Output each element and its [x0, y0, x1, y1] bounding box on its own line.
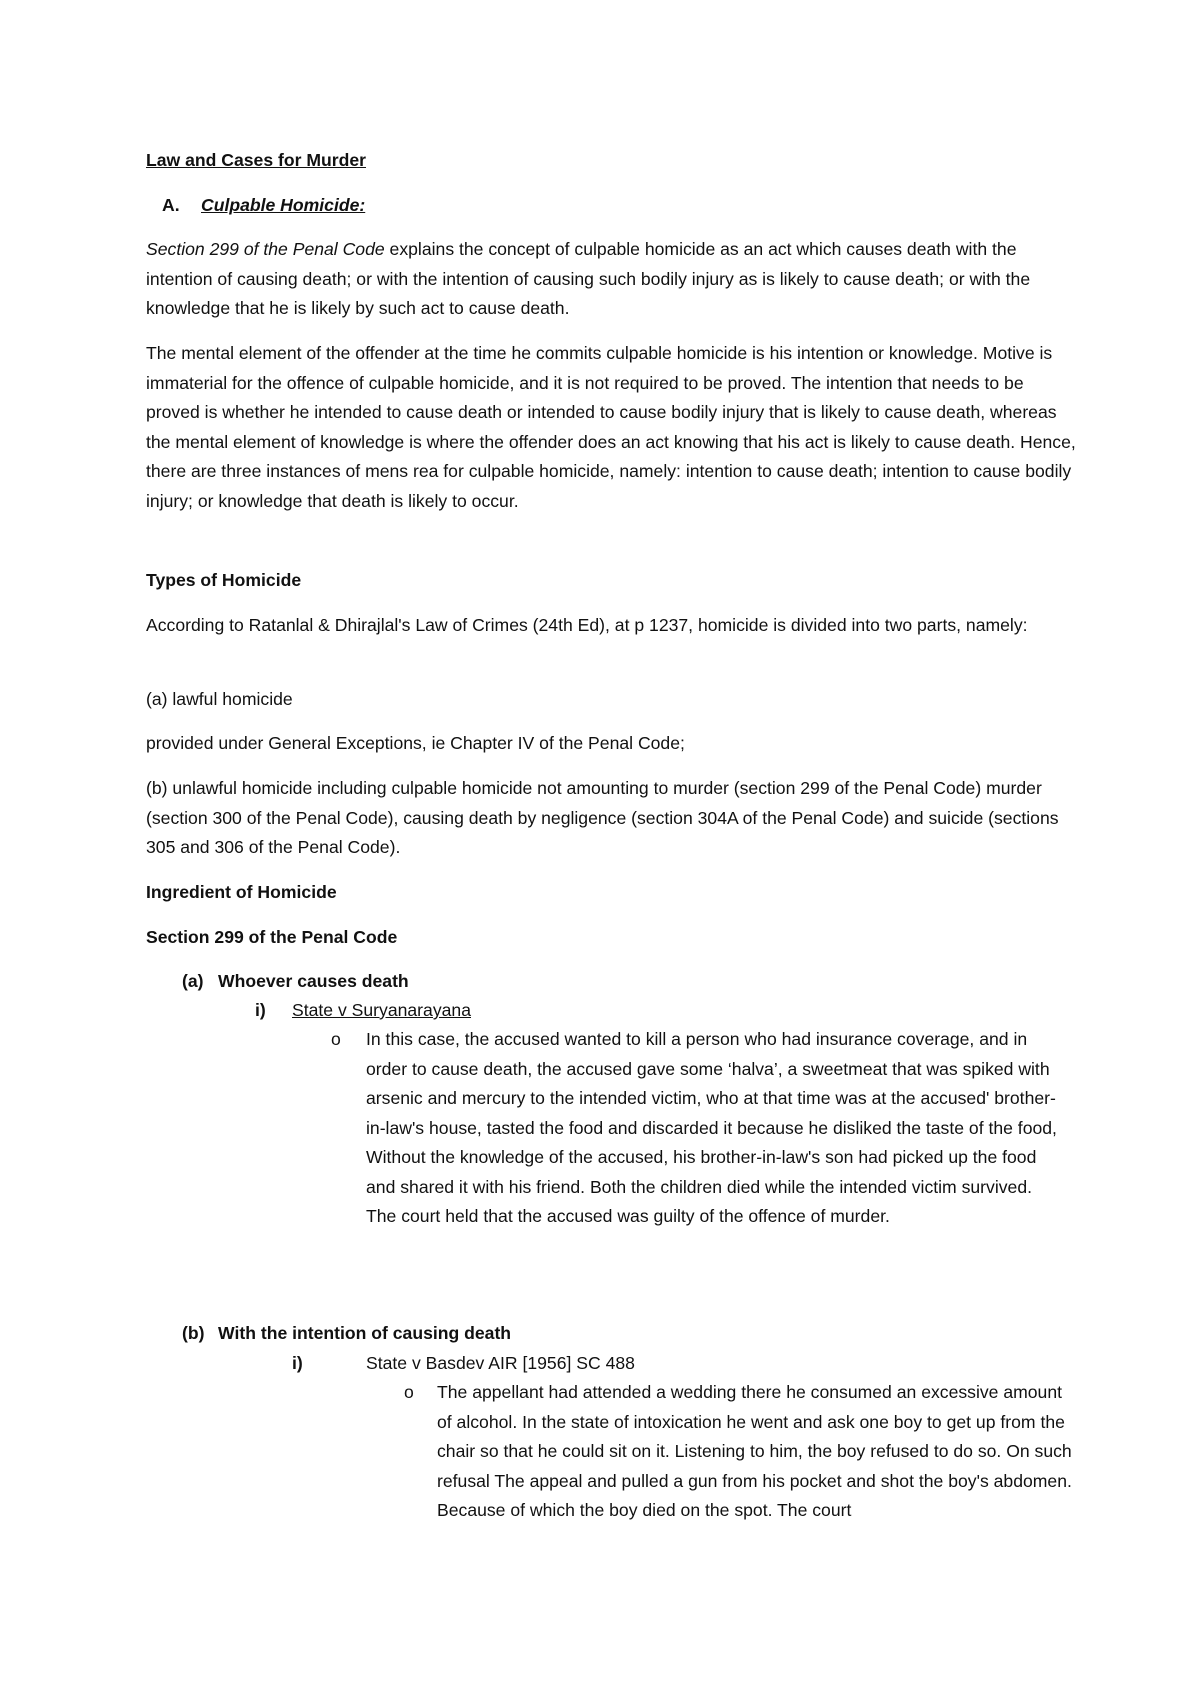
heading-ingredient-of-homicide: Ingredient of Homicide — [146, 882, 337, 902]
section-a-title: Culpable Homicide: — [201, 195, 366, 215]
heading-section-299: Section 299 of the Penal Code — [146, 927, 398, 947]
heading-types-of-homicide: Types of Homicide — [146, 570, 302, 590]
item-b-label: (b) — [182, 1323, 205, 1343]
definition-text: explains the concept of culpable homicide as an act which causes death with the intention of causing death; or with the intention of causing such bodily injury as is likely to cause death; or with the knowledge that he is likely by such act to cause death. — [146, 239, 1031, 318]
item-a-title: Whoever causes death — [218, 971, 409, 991]
document-title: Law and Cases for Murder — [146, 150, 366, 170]
unlawful-homicide-item: (b) unlawful homicide including culpable homicide not amounting to murder (section 299 of the Penal Code) murder (section 300 of the Penal Code), causing death by negligence (section 304A of the Penal Code) and suicide (sections 305 and 306 of the Penal Code). — [146, 778, 1059, 857]
item-a-bullet-icon: o — [331, 1029, 341, 1049]
lawful-homicide-item: (a) lawful homicide — [146, 689, 293, 709]
item-b-title: With the intention of causing death — [218, 1323, 512, 1343]
penal-code-reference: Section 299 of the Penal Code — [146, 239, 385, 259]
general-exceptions-text: provided under General Exceptions, ie Chapter IV of the Penal Code; — [146, 733, 685, 753]
item-b-case-number: i) — [292, 1353, 303, 1373]
section-a-label: A. — [162, 195, 180, 215]
item-a-case-number: i) — [255, 1000, 266, 1020]
item-b-case-summary: The appellant had attended a wedding there he consumed an excessive amount of alcohol. In the state of intoxication he went and ask one boy to get up from the chair so that he could sit on it. Listening to him, the boy refused to do so. On such refusal The appeal and pulled a gun from his pocket and shot the boy's abdomen. Because of which the boy died on the spot. The court — [437, 1382, 1072, 1520]
item-a-case-summary: In this case, the accused wanted to kill a person who had insurance coverage, and in order to cause death, the accused gave some ‘halva’, a sweetmeat that was spiked with arsenic and mercury to the intended victim, who at that time was at the accused' brother-in-law's house, tasted the food and discarded it because he disliked the taste of the food, Without the knowledge of the accused, his brother-in-law's son had picked up the food and shared it with his friend. Both the children died while the intended victim survived. The court held that the accused was guilty of the offence of murder. — [366, 1029, 1057, 1226]
paragraph-mental-element: The mental element of the offender at the time he commits culpable homicide is his intention or knowledge. Motive is immaterial for the offence of culpable homicide, and it is not required to be proved. The intention that needs to be proved is whether he intended to cause death or intended to cause bodily injury that is likely to cause death, whereas the mental element of knowledge is where the offender does an act knowing that his act is likely to cause death. Hence, there are three instances of mens rea for culpable homicide, namely: intention to cause death; intention to cause bodily injury; or knowledge that death is likely to occur. — [146, 343, 1076, 511]
item-a-case-name: State v Suryanarayana — [292, 1000, 471, 1020]
item-b-bullet-icon: o — [404, 1382, 414, 1402]
paragraph-homicide-division: According to Ratanlal & Dhirajlal's Law of Crimes (24th Ed), at p 1237, homicide is divided into two parts, namely: — [146, 615, 1028, 635]
paragraph-culpable-homicide-definition — [146, 235, 1076, 324]
section-a-heading — [162, 191, 180, 221]
item-b-case-name: State v Basdev AIR [1956] SC 488 — [366, 1353, 635, 1373]
item-a-label: (a) — [182, 971, 204, 991]
